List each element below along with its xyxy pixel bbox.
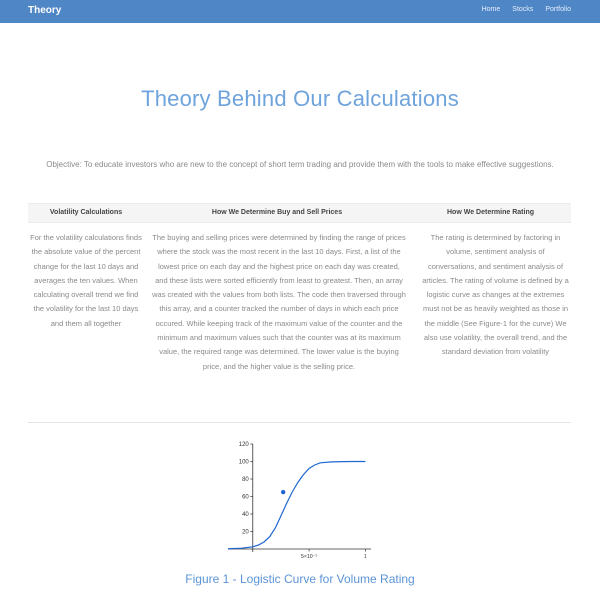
nav-stocks-link[interactable]: Stocks — [512, 6, 534, 13]
nav-links — [482, 6, 571, 13]
objective-text: Objective: To educate investors who are new to the concept of short term trading and provide them with the tools to make effective suggestions. — [46, 160, 554, 169]
cell-buy-sell: The buying and selling prices were determined by finding the range of prices where the stock was the most recent in the last 10 days. First, a list of the lowest price on each day and the highest price on each day was created, and these lists were sorted efficiently from least to greatest. Then, an array was created with the values from both lists. The code then traversed through this array, and a counter tracked the number of days in which each price occured. While keeping track of the maximum value of the counter and the minimum and maximum values such that the counter was at its maximum value, the required range was determined. The lower value is the buying price, and the higher value is the selling price. — [152, 233, 406, 371]
figure-caption: Figure 1 - Logistic Curve for Volume Rating — [185, 572, 415, 586]
y-tick-label: 120 — [238, 442, 249, 449]
curve-marker-point — [281, 490, 285, 494]
logistic-curve-chart — [218, 437, 383, 565]
table-body-row — [28, 223, 571, 374]
cell-rating: The rating is determined by factoring in volume, sentiment analysis of conversations, and sentiment analysis of articles. The rating of volume is defined by a logistic curve as changes at the extremes must not be as heavily weighted as those in the middle (See Figure-1 for the curve) We also use volatility, the overall trend, and the standard deviation from volatility — [422, 233, 569, 357]
header-buy-sell: How We Determine Buy and Sell Prices — [211, 209, 343, 216]
x-tick-label: 1 — [363, 554, 367, 560]
theory-table — [28, 203, 571, 374]
nav-home-link[interactable]: Home — [481, 6, 501, 13]
header-volatility: Volatility Calculations — [49, 209, 123, 216]
header-rating: How We Determine Rating — [447, 209, 534, 216]
navbar — [0, 0, 600, 23]
table-header-row — [28, 203, 571, 223]
y-tick-label: 20 — [242, 529, 249, 536]
x-tick-label: 5×10⁻¹ — [300, 554, 318, 560]
brand-logo[interactable]: Theory — [28, 5, 62, 16]
cell-volatility: For the volatility calculations finds the absolute value of the percent change for the last 10 days and averages the ten values. When calculating overall trend we find the volatility for the last 10 days and them all together — [30, 233, 142, 328]
y-tick-label: 80 — [242, 477, 249, 484]
y-tick-label: 60 — [242, 494, 249, 501]
y-tick-label: 40 — [242, 512, 249, 519]
nav-portfolio-link[interactable]: Portfolio — [545, 6, 571, 13]
page-title: Theory Behind Our Calculations — [141, 86, 459, 111]
y-tick-label: 100 — [238, 459, 249, 466]
section-divider — [28, 422, 571, 423]
